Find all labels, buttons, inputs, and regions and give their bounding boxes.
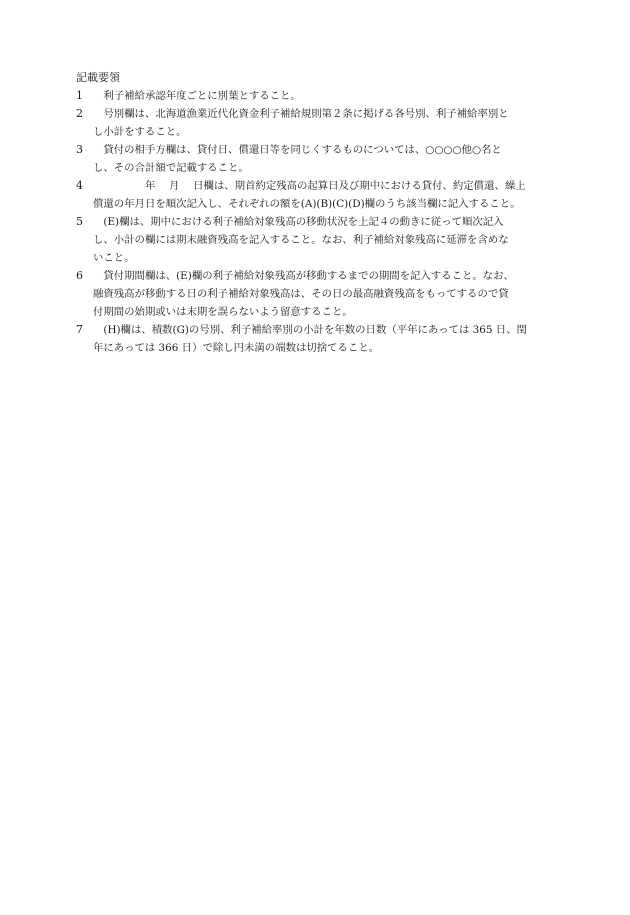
item-text-line: (H)欄は、積数(G)の号別、利子補給率別の小計を年数の日数（平年にあっては 365 日、閏 xyxy=(93,324,527,336)
instruction-item-2 xyxy=(76,105,556,141)
item-number: 3 xyxy=(76,143,83,156)
item-number: 4 xyxy=(76,179,83,192)
instruction-item-6 xyxy=(76,267,556,321)
document-heading: 記載要領 xyxy=(76,71,120,84)
instruction-item-7 xyxy=(76,321,556,357)
item-text-line: し、その合計額で記載すること。 xyxy=(93,162,249,174)
instruction-item-1 xyxy=(76,87,556,105)
item-text-line: 融資残高が移動する日の利子補給対象残高は、その日の最高融資残高をもってするので貸 xyxy=(93,288,509,300)
item-number: 5 xyxy=(76,215,83,228)
item-text-line: いこと。 xyxy=(93,252,135,264)
item-text-line: し小計をすること。 xyxy=(93,126,187,138)
instruction-item-3 xyxy=(76,141,556,177)
item-text-line: 年にあっては 366 日）で除し円未満の端数は切捨てること。 xyxy=(93,342,380,354)
item-text-line: 貸付の相手方欄は、貸付日、償還日等を同じくするものについては、○○○○他○名と xyxy=(93,144,502,156)
item-number: 6 xyxy=(76,269,83,282)
item-text-line: 年 月 日欄は、期首約定残高の起算日及び期中における貸付、約定償還、繰上 xyxy=(93,180,526,192)
item-text-line: 利子補給承認年度ごとに別葉とすること。 xyxy=(93,90,301,102)
item-text-line: 付期間の始期或いは末期を誤らないよう留意すること。 xyxy=(93,306,353,318)
item-number: 2 xyxy=(76,107,83,120)
item-number: 7 xyxy=(76,323,83,336)
item-text-line: 償還の年月日を順次記入し、それぞれの額を(A)(B)(C)(D)欄のうち該当欄に記入すること。 xyxy=(93,198,521,210)
instruction-item-4 xyxy=(76,177,556,213)
instructions-document xyxy=(76,69,556,357)
item-number: 1 xyxy=(76,89,83,102)
item-text-line: し、小計の欄には期末融資残高を記入すること。なお、利子補給対象残高に延滞を含めな xyxy=(93,234,509,246)
instruction-item-5 xyxy=(76,213,556,267)
item-text-line: 貸付期間欄は、(E)欄の利子補給対象残高が移動するまでの期間を記入すること。なお、 xyxy=(93,270,514,282)
item-text-line: 号別欄は、北海道漁業近代化資金利子補給規則第２条に掲げる各号別、利子補給率別と xyxy=(93,108,509,120)
item-text-line: (E)欄は、期中における利子補給対象残高の移動状況を上記４の動きに従って順次記入 xyxy=(93,216,504,228)
